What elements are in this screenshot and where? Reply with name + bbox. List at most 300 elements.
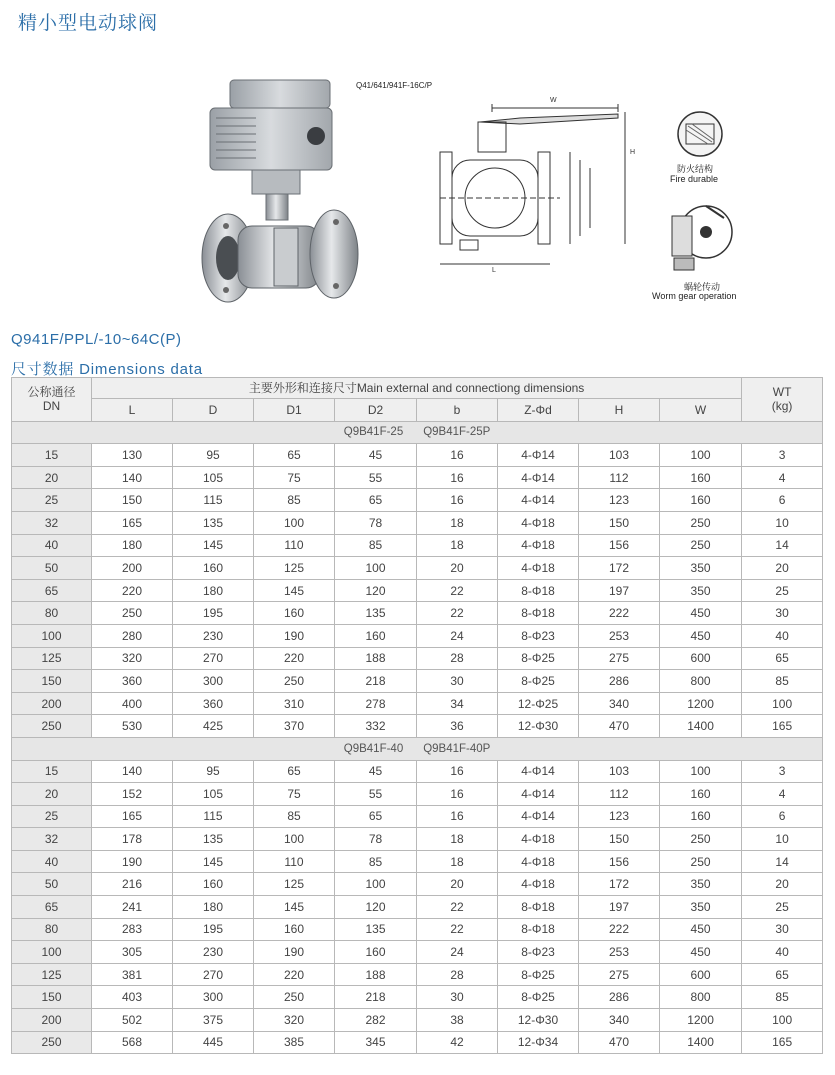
- valve-photo: [186, 78, 362, 308]
- value-cell: 450: [660, 602, 742, 625]
- dn-cell: 80: [12, 602, 92, 625]
- value-cell: 145: [254, 579, 335, 602]
- value-cell: 178: [92, 828, 173, 851]
- value-cell: 190: [254, 624, 335, 647]
- value-cell: 275: [579, 647, 660, 670]
- value-cell: 18: [417, 511, 498, 534]
- value-cell: 160: [254, 602, 335, 625]
- value-cell: 85: [742, 986, 823, 1009]
- value-cell: 12-Φ25: [498, 692, 579, 715]
- value-cell: 65: [335, 805, 417, 828]
- dimension-drawing: [420, 82, 656, 277]
- value-cell: 1200: [660, 1009, 742, 1032]
- dn-cell: 250: [12, 1031, 92, 1054]
- value-cell: 85: [742, 670, 823, 693]
- value-cell: 375: [173, 1009, 254, 1032]
- dn-header: [12, 378, 92, 422]
- table-row: [12, 557, 823, 580]
- main-dimensions-header: 主要外形和连接尺寸Main external and connectiong dimensions: [92, 378, 742, 399]
- section-label: [12, 737, 823, 760]
- value-cell: 195: [173, 602, 254, 625]
- value-cell: 160: [173, 557, 254, 580]
- column-header: L: [92, 399, 173, 422]
- value-cell: 34: [417, 692, 498, 715]
- value-cell: 172: [579, 873, 660, 896]
- value-cell: 4-Φ14: [498, 489, 579, 512]
- value-cell: 150: [579, 511, 660, 534]
- value-cell: 100: [254, 511, 335, 534]
- value-cell: 85: [335, 534, 417, 557]
- value-cell: 42: [417, 1031, 498, 1054]
- dn-cell: 32: [12, 511, 92, 534]
- value-cell: 156: [579, 534, 660, 557]
- value-cell: 286: [579, 670, 660, 693]
- value-cell: 270: [173, 963, 254, 986]
- dn-cell: 20: [12, 466, 92, 489]
- value-cell: 4-Φ18: [498, 511, 579, 534]
- model-number: Q941F/PPL/-10~64C(P): [11, 331, 182, 348]
- value-cell: 275: [579, 963, 660, 986]
- table-row: [12, 828, 823, 851]
- value-cell: 230: [173, 941, 254, 964]
- value-cell: 65: [254, 444, 335, 467]
- value-cell: 470: [579, 715, 660, 738]
- value-cell: 8-Φ23: [498, 624, 579, 647]
- value-cell: 110: [254, 850, 335, 873]
- dn-cell: 15: [12, 760, 92, 783]
- value-cell: 241: [92, 896, 173, 919]
- value-cell: 250: [92, 602, 173, 625]
- value-cell: 40: [742, 624, 823, 647]
- value-cell: 40: [742, 941, 823, 964]
- value-cell: 8-Φ25: [498, 963, 579, 986]
- value-cell: 218: [335, 986, 417, 1009]
- value-cell: 22: [417, 918, 498, 941]
- value-cell: 278: [335, 692, 417, 715]
- table-row: [12, 511, 823, 534]
- value-cell: 135: [173, 828, 254, 851]
- value-cell: 200: [92, 557, 173, 580]
- value-cell: 160: [335, 624, 417, 647]
- value-cell: 172: [579, 557, 660, 580]
- value-cell: 30: [742, 602, 823, 625]
- column-header: W: [660, 399, 742, 422]
- value-cell: 220: [254, 963, 335, 986]
- value-cell: 600: [660, 647, 742, 670]
- section-label: [12, 421, 823, 444]
- table-row: [12, 444, 823, 467]
- value-cell: 470: [579, 1031, 660, 1054]
- weight-header-line1: WT: [772, 385, 792, 400]
- value-cell: 197: [579, 579, 660, 602]
- value-cell: 20: [742, 557, 823, 580]
- dn-cell: 100: [12, 941, 92, 964]
- value-cell: 8-Φ25: [498, 647, 579, 670]
- value-cell: 6: [742, 805, 823, 828]
- value-cell: 18: [417, 534, 498, 557]
- table-row: [12, 760, 823, 783]
- table-row: [12, 1009, 823, 1032]
- value-cell: 45: [335, 444, 417, 467]
- value-cell: 286: [579, 986, 660, 1009]
- value-cell: 75: [254, 466, 335, 489]
- column-header: Z-Φd: [498, 399, 579, 422]
- value-cell: 220: [92, 579, 173, 602]
- dn-cell: 25: [12, 805, 92, 828]
- value-cell: 230: [173, 624, 254, 647]
- value-cell: 20: [417, 557, 498, 580]
- value-cell: 800: [660, 670, 742, 693]
- value-cell: 16: [417, 805, 498, 828]
- value-cell: 12-Φ30: [498, 715, 579, 738]
- value-cell: 4-Φ14: [498, 760, 579, 783]
- value-cell: 24: [417, 941, 498, 964]
- dn-cell: 40: [12, 850, 92, 873]
- weight-header-line2: (kg): [771, 399, 793, 414]
- table-row: [12, 1031, 823, 1054]
- value-cell: 220: [254, 647, 335, 670]
- table-row: [12, 805, 823, 828]
- value-cell: 125: [254, 873, 335, 896]
- fire-durable-caption-cn: 防火结构: [677, 164, 714, 174]
- value-cell: 600: [660, 963, 742, 986]
- table-row: [12, 783, 823, 806]
- value-cell: 4: [742, 783, 823, 806]
- svg-text:L: L: [492, 267, 496, 274]
- value-cell: 222: [579, 602, 660, 625]
- value-cell: 300: [173, 670, 254, 693]
- worm-gear-icon: [666, 198, 736, 276]
- value-cell: 195: [173, 918, 254, 941]
- fire-durable-icon: [676, 110, 724, 158]
- value-cell: 110: [254, 534, 335, 557]
- value-cell: 135: [173, 511, 254, 534]
- dn-cell: 65: [12, 579, 92, 602]
- table-row: [12, 873, 823, 896]
- value-cell: 165: [92, 511, 173, 534]
- value-cell: 65: [742, 647, 823, 670]
- value-cell: 568: [92, 1031, 173, 1054]
- value-cell: 38: [417, 1009, 498, 1032]
- value-cell: 135: [335, 918, 417, 941]
- value-cell: 6: [742, 489, 823, 512]
- value-cell: 8-Φ25: [498, 986, 579, 1009]
- value-cell: 350: [660, 873, 742, 896]
- value-cell: 400: [92, 692, 173, 715]
- value-cell: 360: [173, 692, 254, 715]
- value-cell: 250: [254, 986, 335, 1009]
- value-cell: 332: [335, 715, 417, 738]
- value-cell: 340: [579, 1009, 660, 1032]
- value-cell: 165: [742, 715, 823, 738]
- table-row: [12, 602, 823, 625]
- value-cell: 180: [173, 896, 254, 919]
- value-cell: 78: [335, 828, 417, 851]
- value-cell: 65: [254, 760, 335, 783]
- column-header: b: [417, 399, 498, 422]
- value-cell: 36: [417, 715, 498, 738]
- table-row: [12, 534, 823, 557]
- dn-cell: 125: [12, 963, 92, 986]
- page-title: 精小型电动球阀: [18, 12, 159, 34]
- value-cell: 180: [92, 534, 173, 557]
- value-cell: 270: [173, 647, 254, 670]
- value-cell: 25: [742, 896, 823, 919]
- value-cell: 85: [254, 805, 335, 828]
- value-cell: 4-Φ14: [498, 466, 579, 489]
- value-cell: 197: [579, 896, 660, 919]
- table-row: [12, 941, 823, 964]
- dn-cell: 150: [12, 986, 92, 1009]
- value-cell: 4-Φ14: [498, 805, 579, 828]
- value-cell: 100: [660, 444, 742, 467]
- value-cell: 253: [579, 941, 660, 964]
- value-cell: 145: [173, 534, 254, 557]
- worm-gear-caption-en: Worm gear operation: [652, 291, 737, 301]
- value-cell: 112: [579, 783, 660, 806]
- value-cell: 250: [660, 850, 742, 873]
- value-cell: 100: [254, 828, 335, 851]
- value-cell: 4-Φ18: [498, 534, 579, 557]
- value-cell: 150: [579, 828, 660, 851]
- value-cell: 4-Φ14: [498, 444, 579, 467]
- value-cell: 403: [92, 986, 173, 1009]
- value-cell: 450: [660, 941, 742, 964]
- table-row: [12, 918, 823, 941]
- value-cell: 180: [173, 579, 254, 602]
- value-cell: 85: [335, 850, 417, 873]
- dn-cell: 50: [12, 557, 92, 580]
- value-cell: 105: [173, 466, 254, 489]
- value-cell: 340: [579, 692, 660, 715]
- value-cell: 20: [417, 873, 498, 896]
- value-cell: 100: [335, 873, 417, 896]
- value-cell: 140: [92, 760, 173, 783]
- dn-cell: 25: [12, 489, 92, 512]
- dimensions-title: 尺寸数据 Dimensions data: [11, 361, 203, 378]
- value-cell: 3: [742, 444, 823, 467]
- dn-cell: 200: [12, 692, 92, 715]
- series-name: Q9B41F-25P: [423, 426, 491, 439]
- value-cell: 20: [742, 873, 823, 896]
- series-name: Q9B41F-25: [343, 426, 404, 439]
- value-cell: 115: [173, 489, 254, 512]
- value-cell: 28: [417, 647, 498, 670]
- series-name: Q9B41F-40: [343, 742, 404, 755]
- value-cell: 95: [173, 444, 254, 467]
- value-cell: 216: [92, 873, 173, 896]
- value-cell: 55: [335, 783, 417, 806]
- dn-cell: 32: [12, 828, 92, 851]
- value-cell: 800: [660, 986, 742, 1009]
- table-row: [12, 692, 823, 715]
- value-cell: 188: [335, 963, 417, 986]
- dn-cell: 50: [12, 873, 92, 896]
- value-cell: 218: [335, 670, 417, 693]
- value-cell: 18: [417, 850, 498, 873]
- table-row: [12, 850, 823, 873]
- value-cell: 8-Φ18: [498, 918, 579, 941]
- value-cell: 250: [660, 534, 742, 557]
- value-cell: 123: [579, 489, 660, 512]
- table-row: [12, 579, 823, 602]
- dn-cell: 150: [12, 670, 92, 693]
- value-cell: 385: [254, 1031, 335, 1054]
- value-cell: 160: [660, 783, 742, 806]
- value-cell: 16: [417, 783, 498, 806]
- value-cell: 345: [335, 1031, 417, 1054]
- value-cell: 125: [254, 557, 335, 580]
- value-cell: 165: [742, 1031, 823, 1054]
- dn-cell: 200: [12, 1009, 92, 1032]
- value-cell: 18: [417, 828, 498, 851]
- value-cell: 22: [417, 579, 498, 602]
- value-cell: 282: [335, 1009, 417, 1032]
- value-cell: 14: [742, 850, 823, 873]
- value-cell: 75: [254, 783, 335, 806]
- value-cell: 14: [742, 534, 823, 557]
- value-cell: 152: [92, 783, 173, 806]
- value-cell: 283: [92, 918, 173, 941]
- value-cell: 160: [660, 805, 742, 828]
- value-cell: 4-Φ18: [498, 557, 579, 580]
- value-cell: 160: [660, 466, 742, 489]
- dimensions-table: [11, 377, 823, 1054]
- value-cell: 100: [742, 692, 823, 715]
- dn-cell: 125: [12, 647, 92, 670]
- dn-cell: 250: [12, 715, 92, 738]
- value-cell: 1400: [660, 1031, 742, 1054]
- value-cell: 16: [417, 466, 498, 489]
- fire-durable-caption-en: Fire durable: [670, 174, 719, 184]
- value-cell: 8-Φ25: [498, 670, 579, 693]
- value-cell: 160: [660, 489, 742, 512]
- value-cell: 150: [92, 489, 173, 512]
- value-cell: 145: [254, 896, 335, 919]
- value-cell: 253: [579, 624, 660, 647]
- value-cell: 16: [417, 760, 498, 783]
- value-cell: 30: [417, 670, 498, 693]
- value-cell: 112: [579, 466, 660, 489]
- value-cell: 16: [417, 489, 498, 512]
- value-cell: 115: [173, 805, 254, 828]
- value-cell: 502: [92, 1009, 173, 1032]
- table-row: [12, 715, 823, 738]
- value-cell: 45: [335, 760, 417, 783]
- dn-cell: 20: [12, 783, 92, 806]
- series-name: Q9B41F-40P: [423, 742, 491, 755]
- value-cell: 310: [254, 692, 335, 715]
- dn-cell: 80: [12, 918, 92, 941]
- value-cell: 65: [335, 489, 417, 512]
- value-cell: 160: [335, 941, 417, 964]
- value-cell: 28: [417, 963, 498, 986]
- value-cell: 305: [92, 941, 173, 964]
- svg-text:W: W: [550, 97, 557, 104]
- value-cell: 1400: [660, 715, 742, 738]
- value-cell: 10: [742, 511, 823, 534]
- value-cell: 188: [335, 647, 417, 670]
- value-cell: 300: [173, 986, 254, 1009]
- dn-cell: 15: [12, 444, 92, 467]
- value-cell: 120: [335, 896, 417, 919]
- value-cell: 190: [254, 941, 335, 964]
- value-cell: 450: [660, 918, 742, 941]
- value-cell: 370: [254, 715, 335, 738]
- value-cell: 530: [92, 715, 173, 738]
- column-header: D2: [335, 399, 417, 422]
- table-row: [12, 466, 823, 489]
- dn-header-cn: 公称通径: [27, 385, 76, 400]
- value-cell: 160: [173, 873, 254, 896]
- value-cell: 24: [417, 624, 498, 647]
- section-row: [12, 421, 823, 444]
- value-cell: 65: [742, 963, 823, 986]
- table-row: [12, 896, 823, 919]
- value-cell: 280: [92, 624, 173, 647]
- value-cell: 100: [660, 760, 742, 783]
- value-cell: 100: [742, 1009, 823, 1032]
- value-cell: 250: [660, 828, 742, 851]
- value-cell: 140: [92, 466, 173, 489]
- value-cell: 135: [335, 602, 417, 625]
- value-cell: 22: [417, 602, 498, 625]
- value-cell: 250: [254, 670, 335, 693]
- value-cell: 16: [417, 444, 498, 467]
- drawing-model-label: Q41/641/941F-16C/P: [356, 81, 433, 90]
- value-cell: 8-Φ18: [498, 896, 579, 919]
- section-row: [12, 737, 823, 760]
- column-header: H: [579, 399, 660, 422]
- value-cell: 10: [742, 828, 823, 851]
- value-cell: 55: [335, 466, 417, 489]
- value-cell: 360: [92, 670, 173, 693]
- value-cell: 156: [579, 850, 660, 873]
- column-header: D1: [254, 399, 335, 422]
- svg-text:H: H: [630, 149, 636, 156]
- table-row: [12, 647, 823, 670]
- value-cell: 95: [173, 760, 254, 783]
- value-cell: 350: [660, 896, 742, 919]
- column-header: D: [173, 399, 254, 422]
- value-cell: 105: [173, 783, 254, 806]
- value-cell: 190: [92, 850, 173, 873]
- value-cell: 4-Φ18: [498, 850, 579, 873]
- value-cell: 350: [660, 579, 742, 602]
- value-cell: 22: [417, 896, 498, 919]
- value-cell: 350: [660, 557, 742, 580]
- value-cell: 25: [742, 579, 823, 602]
- value-cell: 445: [173, 1031, 254, 1054]
- value-cell: 103: [579, 760, 660, 783]
- dn-cell: 100: [12, 624, 92, 647]
- value-cell: 12-Φ34: [498, 1031, 579, 1054]
- table-row: [12, 624, 823, 647]
- value-cell: 85: [254, 489, 335, 512]
- value-cell: 8-Φ18: [498, 602, 579, 625]
- table-row: [12, 963, 823, 986]
- value-cell: 4: [742, 466, 823, 489]
- value-cell: 120: [335, 579, 417, 602]
- value-cell: 30: [417, 986, 498, 1009]
- table-row: [12, 489, 823, 512]
- value-cell: 160: [254, 918, 335, 941]
- value-cell: 123: [579, 805, 660, 828]
- value-cell: 100: [335, 557, 417, 580]
- dn-cell: 65: [12, 896, 92, 919]
- table-row: [12, 986, 823, 1009]
- value-cell: 450: [660, 624, 742, 647]
